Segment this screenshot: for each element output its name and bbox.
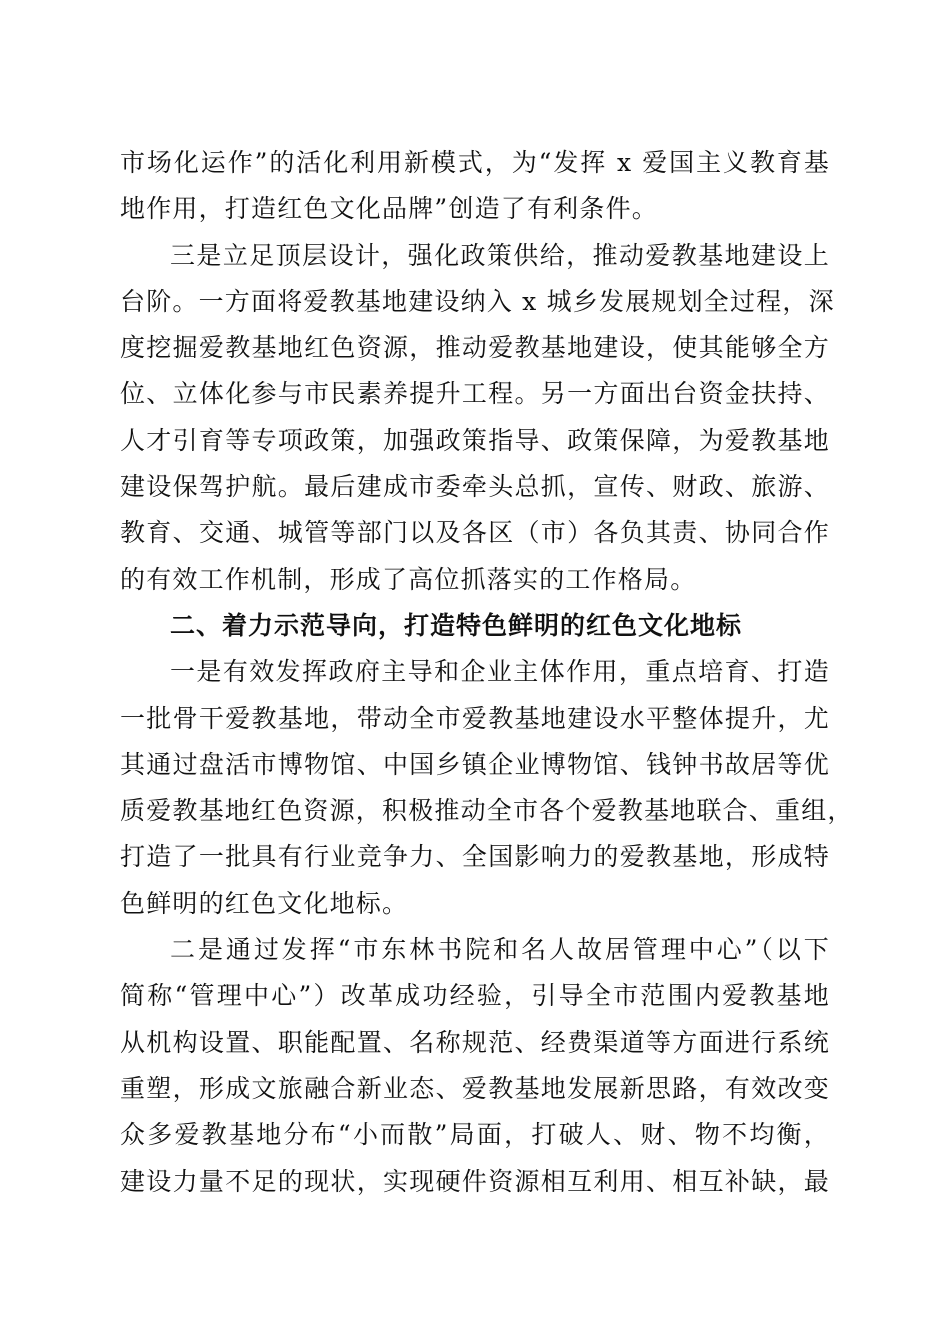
paragraph-top-level-design <box>120 233 835 603</box>
text-line: 位、立体化参与市民素养提升工程。另一方面出台资金扶持、 <box>120 379 830 409</box>
text-line: 其通过盘活市博物馆、中国乡镇企业博物馆、钱钟书故居等优 <box>120 749 830 779</box>
text-line: 众多爱教基地分布“小而散”局面，打破人、财、物不均衡， <box>120 1120 830 1150</box>
text-line: 的有效工作机制，形成了高位抓落实的工作格局。 <box>120 564 697 594</box>
text-line: 从机构设置、职能配置、名称规范、经费渠道等方面进行系统 <box>120 1027 830 1057</box>
paragraph-management-center <box>120 927 830 1205</box>
text-line: 打造了一批具有行业竞争力、全国影响力的爱教基地，形成特 <box>120 842 830 872</box>
text-line: 简称“管理中心”）改革成功经验，引导全市范围内爱教基地 <box>120 981 830 1011</box>
text-line: 三是立足顶层设计，强化政策供给，推动爱教基地建设上 <box>170 240 830 270</box>
text-line: 质爱教基地红色资源，积极推动全市各个爱教基地联合、重组， <box>120 796 854 826</box>
text-line: 一批骨干爱教基地，带动全市爱教基地建设水平整体提升，尤 <box>120 703 830 733</box>
paragraph-government-guidance <box>120 649 854 927</box>
document-body <box>120 140 854 1205</box>
text-line: 地作用，打造红色文化品牌”创造了有利条件。 <box>120 194 658 224</box>
text-line: 建设力量不足的现状，实现硬件资源相互利用、相互补缺，最 <box>120 1166 830 1196</box>
paragraph-continuation <box>120 140 830 233</box>
text-line: 重塑，形成文旅融合新业态、爱教基地发展新思路，有效改变 <box>120 1073 830 1103</box>
text-line: 教育、交通、城管等部门以及各区（市）各负其责、协同合作 <box>120 518 830 548</box>
text-line: 市场化运作”的活化利用新模式，为“发挥 x 爱国主义教育基 <box>120 148 830 177</box>
section-heading <box>120 603 830 649</box>
text-line: 度挖掘爱教基地红色资源，推动爱教基地建设，使其能够全方 <box>120 333 830 363</box>
text-line: 一是有效发挥政府主导和企业主体作用，重点培育、打造 <box>170 657 830 687</box>
section-heading-text: 二、着力示范导向，打造特色鲜明的红色文化地标 <box>170 610 743 640</box>
text-line: 台阶。一方面将爱教基地建设纳入 x 城乡发展规划全过程，深 <box>120 286 835 316</box>
text-line: 二是通过发挥“市东林书院和名人故居管理中心”（以下 <box>170 935 830 965</box>
text-line: 色鲜明的红色文化地标。 <box>120 888 409 918</box>
text-line: 建设保驾护航。最后建成市委牵头总抓，宣传、财政、旅游、 <box>120 472 830 502</box>
text-line: 人才引育等专项政策，加强政策指导、政策保障，为爱教基地 <box>120 425 830 455</box>
